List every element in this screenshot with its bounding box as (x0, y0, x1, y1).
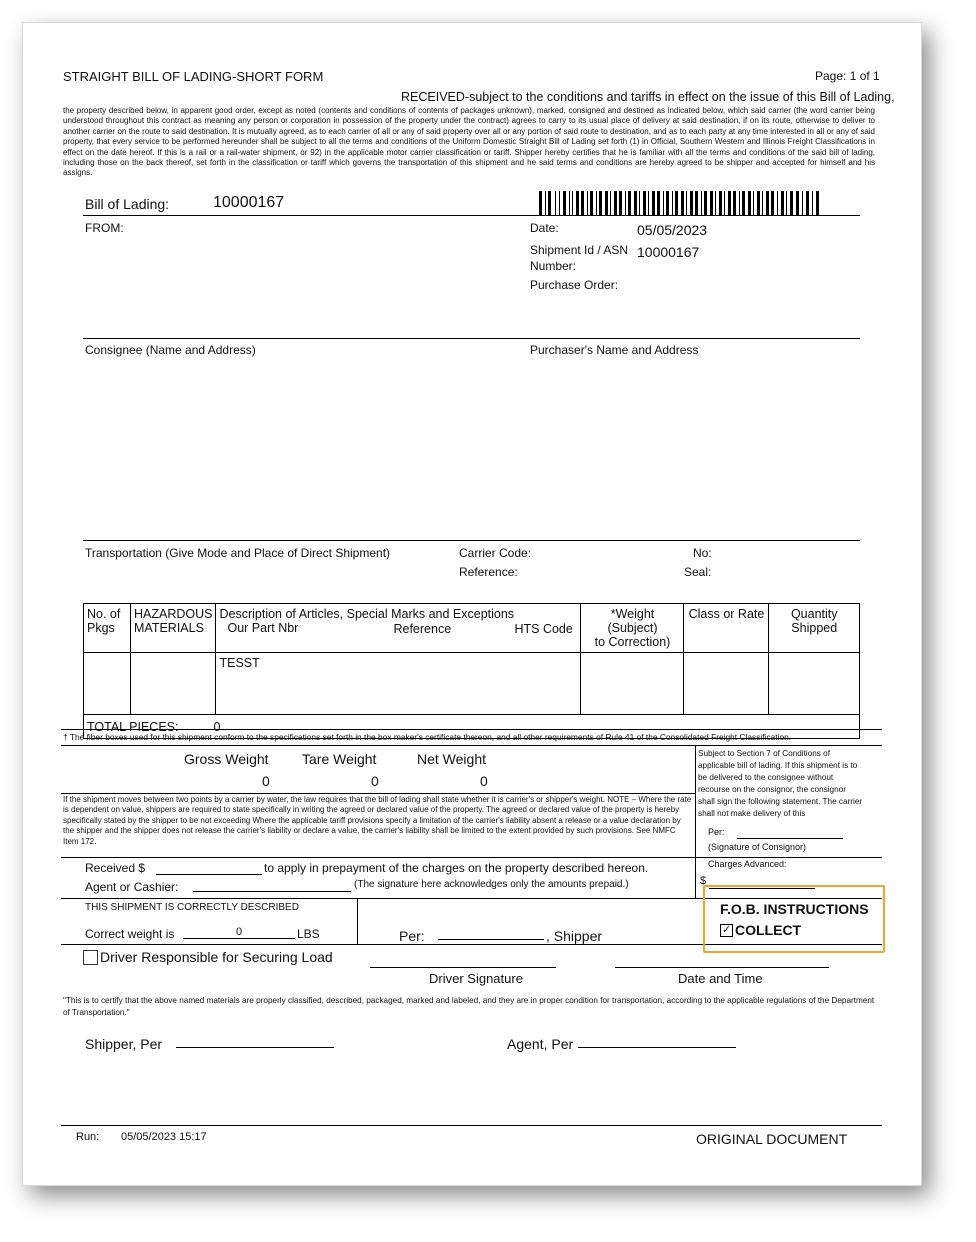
bol-label: Bill of Lading: (85, 196, 170, 212)
transport-label: Transportation (Give Mode and Place of Direct Shipment) (85, 546, 391, 560)
col-header-part-nbr: Our Part Nbr (227, 621, 299, 635)
divider (61, 857, 695, 858)
run-value: 05/05/2023 15:17 (121, 1131, 207, 1143)
run-label: Run: (76, 1131, 100, 1143)
shipper-signature-label: Shipper, Per (85, 1036, 163, 1052)
divider (61, 729, 882, 730)
agent-cashier-label: Agent or Cashier: (85, 880, 179, 894)
fob-highlight-box (703, 885, 885, 953)
fob-title: F.O.B. INSTRUCTIONS (720, 901, 869, 917)
checkmark-icon: ✓ (721, 924, 732, 936)
driver-signature-line[interactable] (370, 967, 556, 968)
received-amount-line[interactable] (156, 874, 262, 875)
correctly-described-heading: THIS SHIPMENT IS CORRECTLY DESCRIBED (85, 902, 299, 913)
agent-note: (The signature here acknowledges only the amounts prepaid.) (354, 879, 629, 890)
correct-weight-unit: LBS (297, 927, 320, 941)
shipment-label-2: Number: (530, 259, 577, 273)
from-label: FROM: (85, 221, 124, 235)
col-header-hts: HTS Code (514, 622, 573, 636)
divider (83, 215, 860, 216)
shipper-suffix: , Shipper (546, 928, 603, 944)
col-header-hazardous: HAZARDOUS MATERIALS (131, 604, 216, 653)
reference-label: Reference: (459, 565, 518, 579)
shipper-signature-line[interactable] (176, 1047, 334, 1048)
divider (61, 1125, 882, 1126)
page-number: Page: 1 of 1 (815, 69, 880, 83)
fob-collect-checkbox[interactable] (720, 924, 733, 937)
col-header-quantity: Quantity Shipped (769, 604, 860, 653)
consignor-signature-caption: (Signature of Consignor) (708, 842, 807, 852)
driver-signature-label: Driver Signature (429, 971, 523, 986)
date-time-line[interactable] (615, 967, 829, 968)
date-time-label: Date and Time (678, 971, 763, 986)
barcode-icon (539, 191, 821, 215)
purchase-order-label: Purchase Order: (530, 278, 619, 292)
bill-of-lading-page (22, 22, 922, 1186)
col-header-description: Description of Articles, Special Marks and Exceptions Our Part Nbr Reference HTS Code (216, 604, 581, 653)
divider (83, 338, 860, 339)
water-note: If the shipment moves between two points by a carrier by water, the law requires that the bill of lading shall state whether it is carrier's or shipper's weight. NOTE – Where the rate is dependent on value, shippers are required to state specifically in writing the agreed or declared value of the property. The agreed or declared value of the property is hereby specifically stated by the shipper to be not exceeding Where the applicable tariff provisions specify a limitation of the carrier's liability absent a release or a value declaration by the shipper and the shipper does not release the carrier's liability or declare a value, the carrier's liability shall be limited to the extent provided by such provisions. See NMFC Item 172. (63, 795, 692, 846)
tare-weight-label: Tare Weight (302, 751, 377, 767)
col-header-weight: *Weight (Subject) to Correction) (581, 604, 684, 653)
divider (83, 540, 860, 541)
net-weight-value: 0 (480, 773, 488, 789)
consignor-signature-line[interactable] (737, 838, 843, 839)
fiber-note: † The fiber boxes used for this shipment conform to the specifications set forth in the box maker's certificate thereon, and all other requirements of Rule 41 of the Consolidated Freight Classification. (63, 732, 792, 742)
form-title: STRAIGHT BILL OF LADING-SHORT FORM (63, 69, 324, 84)
divider (61, 745, 882, 746)
received-label: Received $ (85, 861, 146, 875)
total-pieces-label: TOTAL PIECES: (87, 719, 179, 734)
date-value: 05/05/2023 (637, 222, 708, 238)
gross-weight-value: 0 (262, 773, 270, 789)
agent-signature-line[interactable] (578, 1047, 736, 1048)
certify-text: "This is to certify that the above named materials are properly classified, described, packaged, marked and labeled, and they are in proper condition for transportation, according to the applicable regulations of the Department of Transportation." (63, 996, 875, 1017)
divider (61, 793, 695, 794)
purchaser-label: Purchaser's Name and Address (530, 343, 699, 357)
col-header-class: Class or Rate (684, 604, 769, 653)
table-row (84, 653, 860, 715)
correct-weight-value: 0 (183, 926, 295, 939)
fob-option-label: COLLECT (735, 922, 802, 938)
section7-text: Subject to Section 7 of Conditions of applicable bill of lading. If this shipment is to be delivered to the consignee without recourse on the consignor, the consignor shall sign the following statement. The carrier shall not make delivery of this (698, 749, 863, 818)
shipper-per-label: Per: (399, 928, 425, 944)
bol-number: 10000167 (213, 194, 285, 211)
carrier-code-label: Carrier Code: (459, 546, 532, 560)
divider (695, 857, 882, 858)
shipment-label: Shipment Id / ASN (530, 243, 629, 257)
item-description: TESST (219, 656, 260, 670)
shipper-per-line[interactable] (438, 939, 544, 940)
shipment-value: 10000167 (637, 244, 700, 260)
consignee-label: Consignee (Name and Address) (85, 343, 256, 357)
col-header-reference: Reference (393, 622, 452, 636)
terms-text: the property described below, in apparent good order, except as noted (contents and conditions of contents of packages unknown), marked, consigned and destined as indicated below, which said carrier (the word carrier being understood throughout this contract as meaning any person or corporation in possession of the property under the contract) agrees to carry to its usual place of delivery at said destination, if on its route, otherwise to deliver to another carrier on the route to said destination. It is mutually agreed, as to each carrier of all or any of said property over all or any portion of said route to destination, and as to each party at any time interested in all or any of said property, that every service to be performed hereunder shall be subject to all the terms and conditions of the Uniform Domestic Straight Bill of Lading set forth (1) in Official, Southern Western and Illinois Freight Classifications in effect on the date hereof. If this is a rail or a rail-water shipment, or 92) in the applicable motor carrier classification or tariff. Shipper hereby certifies that he is familiar with all the terms and conditions of the said bill of lading, including those on the back thereof, set forth in the classification or tariff which governs the transportation of this shipment and he said terms and conditions are hereby agreed to be shipper and accepted for himself and his assigns. (63, 106, 875, 178)
col-header-pkgs: No. of Pkgs (84, 604, 131, 653)
section7-per-label: Per: (708, 827, 725, 837)
original-document-label: ORIGINAL DOCUMENT (696, 1131, 848, 1147)
no-label: No: (693, 546, 712, 560)
items-table (83, 603, 860, 739)
charges-advanced-label: Charges Advanced: (708, 859, 787, 869)
gross-weight-label: Gross Weight (184, 751, 269, 767)
seal-label: Seal: (684, 565, 712, 579)
driver-securing-checkbox[interactable] (83, 950, 98, 965)
agent-cashier-line[interactable] (193, 891, 351, 892)
driver-securing-label: Driver Responsible for Securing Load (100, 949, 333, 965)
divider (695, 745, 696, 899)
date-label: Date: (530, 221, 559, 235)
tare-weight-value: 0 (371, 773, 379, 789)
correct-weight-label: Correct weight is (85, 927, 175, 941)
charges-dollar: $ (700, 875, 707, 887)
received-heading: RECEIVED-subject to the conditions and tariffs in effect on the issue of this Bill of Lading, (401, 90, 895, 104)
net-weight-label: Net Weight (417, 751, 486, 767)
divider (357, 898, 358, 945)
prepay-text: to apply in prepayment of the charges on the property described hereon. (264, 861, 649, 875)
total-pieces-value: 0 (213, 719, 221, 734)
agent-signature-label: Agent, Per (507, 1036, 574, 1052)
